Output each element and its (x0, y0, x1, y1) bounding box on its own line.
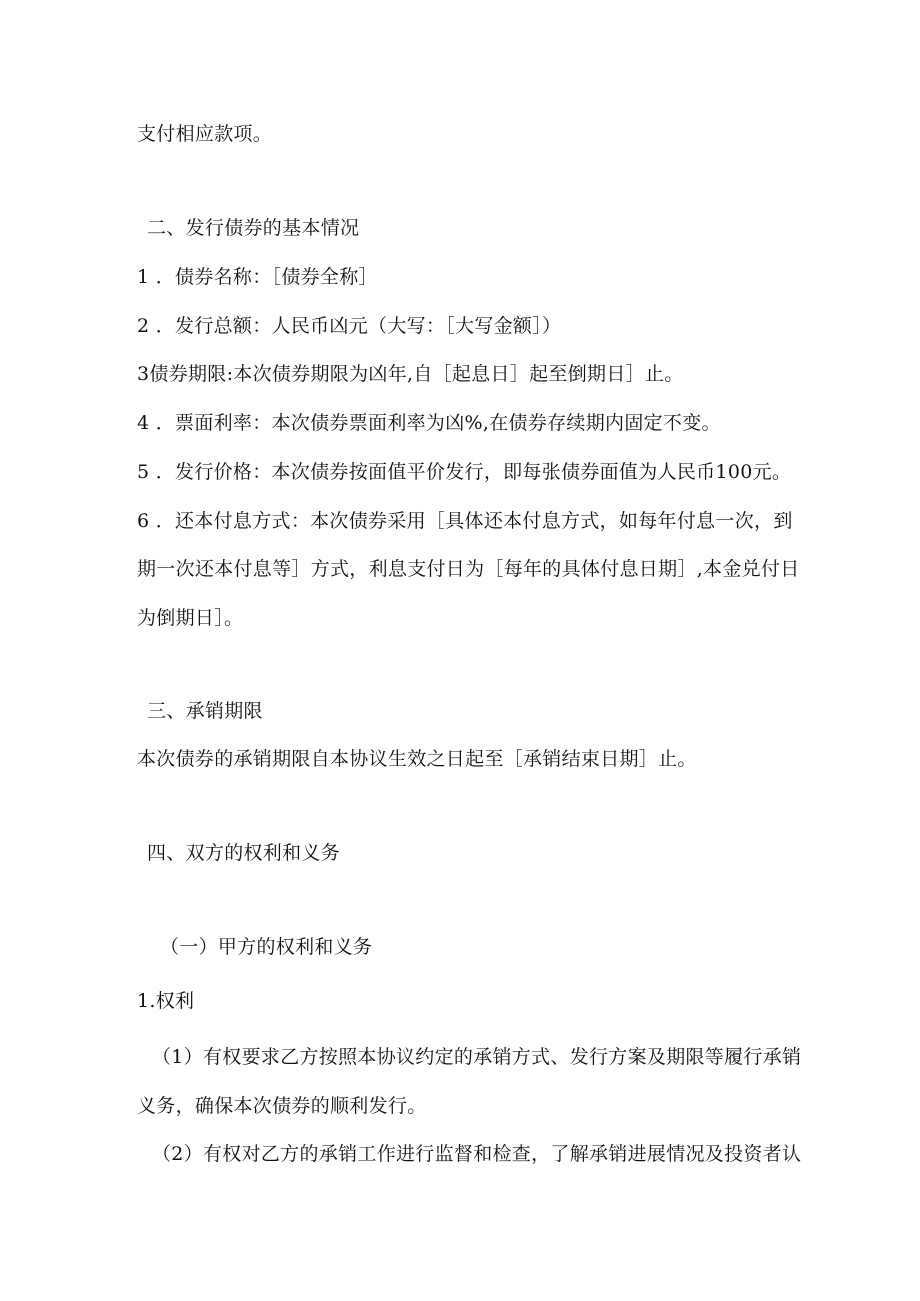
section-heading: 四、双方的权利和义务 (147, 842, 341, 864)
subsection-heading: （一）甲方的权利和义务 (160, 936, 373, 958)
subsection-item-heading: 1.权利 (137, 990, 195, 1012)
section-heading: 二、发行债券的基本情况 (147, 217, 360, 239)
list-item-continuation: 期一次还本付息等］方式，利息支付日为［每年的具体付息日期］,本金兑付日 (137, 558, 800, 580)
paragraph-line: 本次债券的承销期限自本协议生效之日起至［承销结束日期］止。 (137, 748, 697, 770)
section-heading: 三、承销期限 (147, 700, 263, 722)
list-item-continuation: 为倒期日］。 (137, 607, 244, 629)
list-item: 3债券期限:本次债券期限为凶年,自［起息日］起至倒期日］止。 (137, 363, 684, 385)
paragraph-line: （2）有权对乙方的承销工作进行监督和检查，了解承销进展情况及投资者认 (152, 1143, 802, 1165)
paragraph-line: （1）有权要求乙方按照本协议约定的承销方式、发行方案及期限等履行承销 (152, 1046, 802, 1068)
paragraph-line: 义务，确保本次债券的顺利发行。 (137, 1095, 427, 1117)
list-item: 1 ．债券名称：［债券全称］ (137, 266, 378, 288)
list-item: 4 ．票面利率：本次债券票面利率为凶%,在债券存续期内固定不变。 (137, 412, 721, 434)
list-item: 2 ．发行总额：人民币凶元（大写：［大写金额］） (137, 315, 562, 337)
paragraph-line: 支付相应款项。 (137, 123, 273, 145)
list-item: 6 ．还本付息方式：本次债券采用［具体还本付息方式，如每年付息一次，到 (137, 510, 793, 532)
list-item: 5 ．发行价格：本次债券按面值平价发行，即每张债券面值为人民币100元。 (137, 461, 792, 483)
